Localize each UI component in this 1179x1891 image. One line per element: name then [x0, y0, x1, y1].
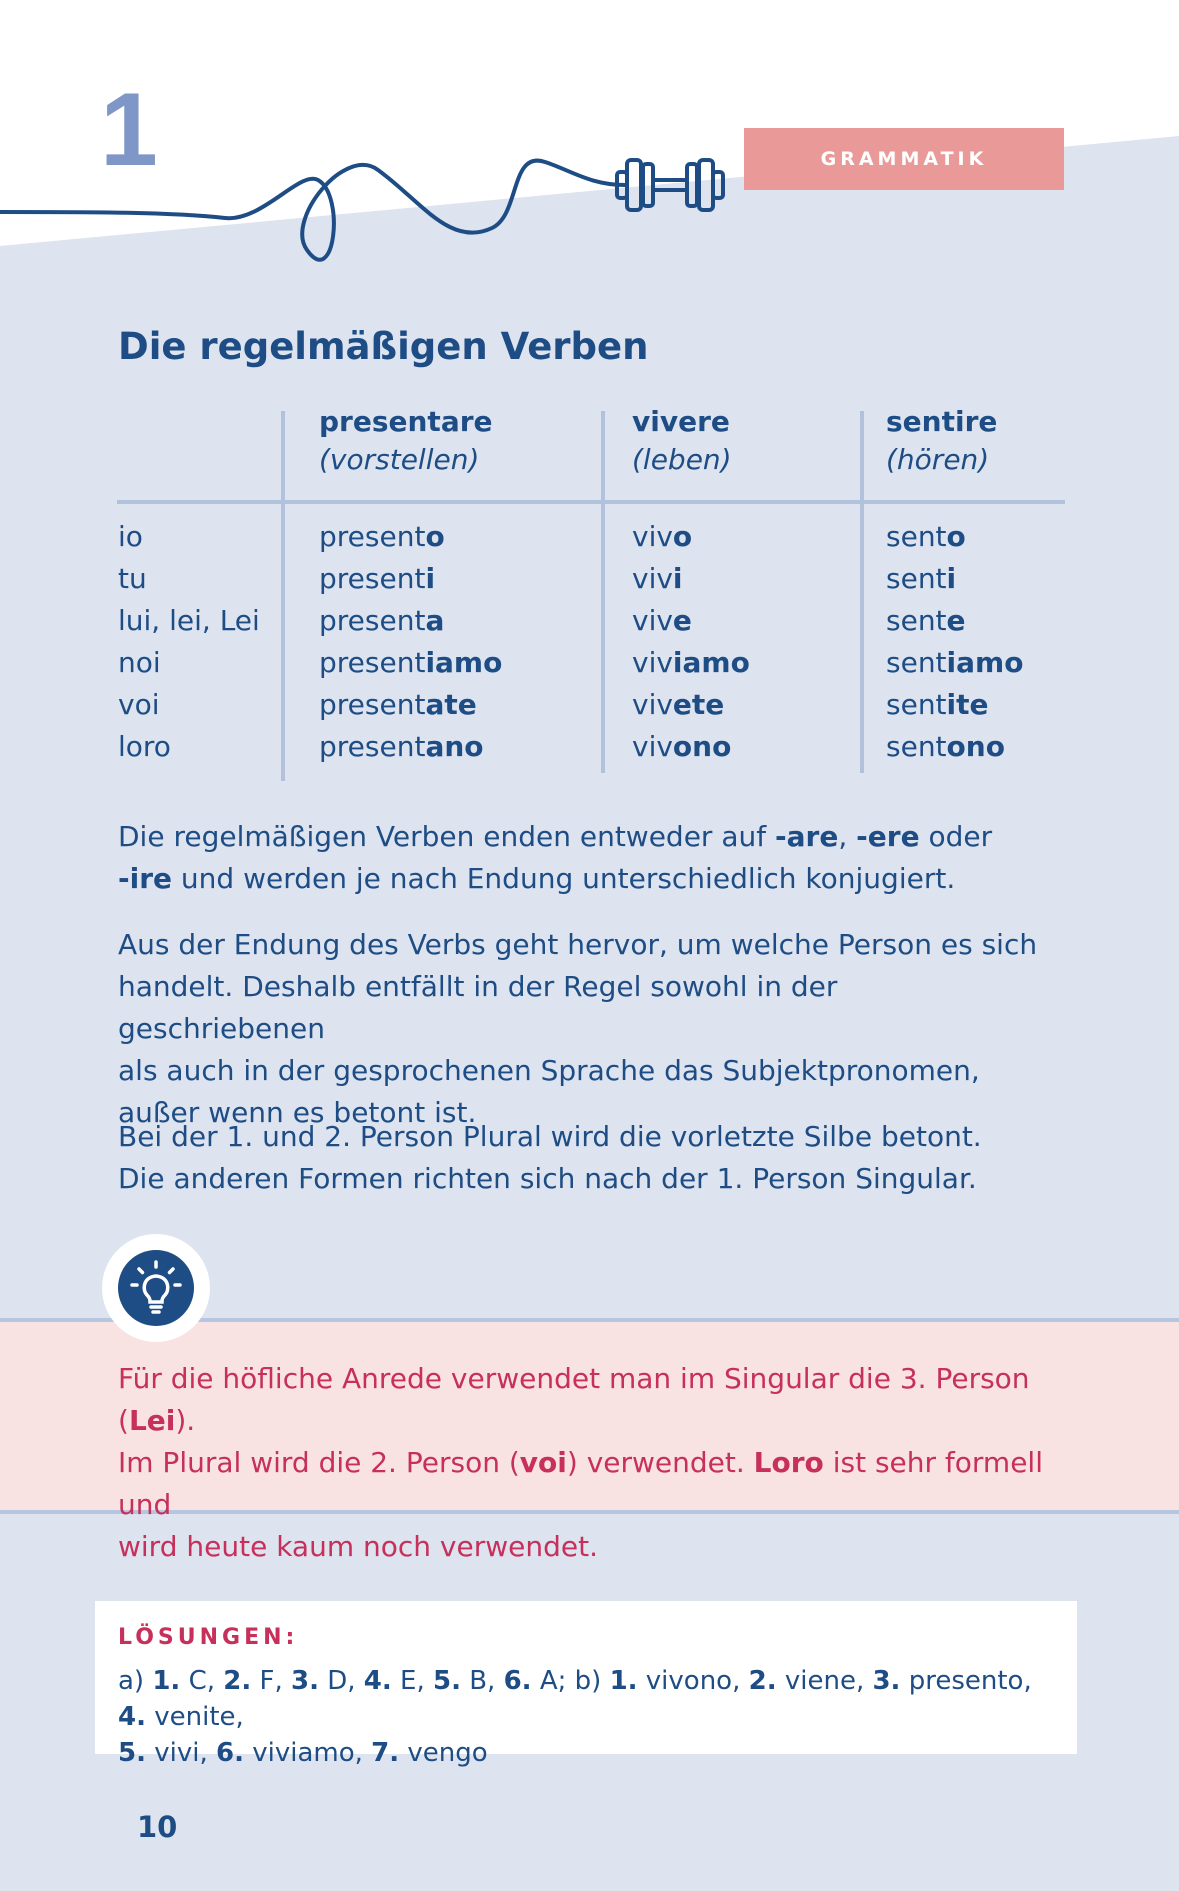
solution-answer: viene, [776, 1666, 873, 1696]
verb-form: sentite [886, 688, 989, 721]
solution-answer: vivono, [637, 1666, 749, 1696]
paragraph-stress: Bei der 1. und 2. Person Plural wird die vorletzte Silbe betont. Die anderen Formen richten sich nach der 1. Person Singular. [118, 1120, 982, 1195]
forms-column-vivere [632, 516, 750, 768]
verb-translation: (leben) [632, 443, 732, 476]
solution-number: 3. [872, 1666, 901, 1696]
verb-form: presentiamo [319, 646, 503, 679]
paragraph-endings: Die regelmäßigen Verben enden entweder auf -are, -ere oder -ire und werden je nach Endung unterschiedlich konjugiert. [118, 820, 993, 895]
dumbbell-icon [617, 160, 723, 210]
verb-form: presenta [319, 604, 445, 637]
verb-form: vivono [632, 730, 732, 763]
section-tag: GRAMMATIK [744, 128, 1064, 190]
wave-line-dumbbell-icon [0, 140, 740, 270]
verb-infinitive: vivere [632, 405, 730, 438]
verb-form: sentono [886, 730, 1005, 763]
header-divider [117, 500, 1065, 504]
verb-form: sentiamo [886, 646, 1024, 679]
solution-number: 5. [118, 1738, 146, 1768]
verb-infinitive: presentare [319, 405, 493, 438]
solution-number: 5. [432, 1666, 461, 1696]
forms-column-presentare [319, 516, 502, 768]
verb-form: vivo [632, 520, 693, 553]
solution-answer: A; b) [531, 1666, 610, 1696]
pronoun-column [118, 516, 260, 768]
lightbulb-icon [118, 1250, 194, 1326]
verb-form: sento [886, 520, 966, 553]
solution-answer: viviamo, [243, 1738, 372, 1768]
solutions-text [118, 1663, 1058, 1771]
solution-number: 2. [748, 1666, 777, 1696]
verb-header-presentare [319, 403, 493, 479]
pronoun: io [118, 520, 143, 553]
column-divider [860, 411, 864, 773]
page-number: 10 [137, 1810, 178, 1844]
solution-answer: a) [118, 1666, 153, 1696]
solution-number: 4. [118, 1702, 146, 1732]
verb-translation: (hören) [886, 443, 990, 476]
verb-form: vive [632, 604, 692, 637]
solution-number: 2. [223, 1666, 252, 1696]
paragraph-subject-pronoun: Aus der Endung des Verbs geht hervor, um welche Person es sich handelt. Deshalb entfällt in der Regel sowohl in der geschriebenen als auch in der gesprochenen Sprache das Subjektpronomen, außer wenn es betont ist. [118, 928, 1038, 1129]
verb-header-sentire [886, 403, 997, 479]
verb-form: presentate [319, 688, 477, 721]
chapter-number: 1 [100, 72, 158, 188]
verb-form: vivete [632, 688, 725, 721]
solution-answer: vivi, [145, 1738, 216, 1768]
conjugation-table [117, 403, 1065, 780]
solution-number: 6. [503, 1666, 532, 1696]
verb-form: vivi [632, 562, 683, 595]
solution-number: 6. [215, 1738, 244, 1768]
solution-number: 1. [152, 1666, 181, 1696]
solution-answer: D, [318, 1666, 364, 1696]
solution-number: 3. [290, 1666, 319, 1696]
pronoun: loro [118, 730, 171, 763]
page-title: Die regelmäßigen Verben [118, 325, 649, 368]
pronoun: lui, lei, Lei [118, 604, 260, 637]
column-divider [601, 411, 605, 773]
pronoun: noi [118, 646, 161, 679]
verb-form: presento [319, 520, 445, 553]
verb-translation: (vorstellen) [319, 443, 480, 476]
solutions-label: LÖSUNGEN: [118, 1625, 299, 1650]
verb-form: presentano [319, 730, 484, 763]
column-divider [281, 411, 285, 781]
solution-answer: presento, [900, 1666, 1032, 1696]
tip-text: Für die höfliche Anrede verwendet man im Singular die 3. Person (Lei). Im Plural wird die 2. Person (voi) verwendet. Loro ist sehr formell und wird heute kaum noch verwendet. [118, 1362, 1043, 1563]
verb-form: presenti [319, 562, 436, 595]
solution-answer: E, [391, 1666, 433, 1696]
pronoun: tu [118, 562, 147, 595]
solution-answer: venite, [145, 1702, 244, 1732]
verb-form: viviamo [632, 646, 750, 679]
solution-answer: B, [460, 1666, 504, 1696]
solution-number: 4. [363, 1666, 392, 1696]
solution-number: 1. [609, 1666, 638, 1696]
pronoun: voi [118, 688, 160, 721]
verb-form: sente [886, 604, 966, 637]
solution-answer: C, [180, 1666, 224, 1696]
verb-header-vivere [632, 403, 732, 479]
verb-form: senti [886, 562, 957, 595]
solutions-box [95, 1601, 1077, 1768]
solution-number: 7. [371, 1738, 400, 1768]
forms-column-sentire [886, 516, 1023, 768]
verb-infinitive: sentire [886, 405, 998, 438]
solutions-line [118, 1663, 1058, 1735]
solution-answer: vengo [399, 1738, 488, 1768]
solutions-line [118, 1735, 1058, 1771]
tip-icon-badge [102, 1234, 210, 1342]
solution-answer: F, [251, 1666, 291, 1696]
